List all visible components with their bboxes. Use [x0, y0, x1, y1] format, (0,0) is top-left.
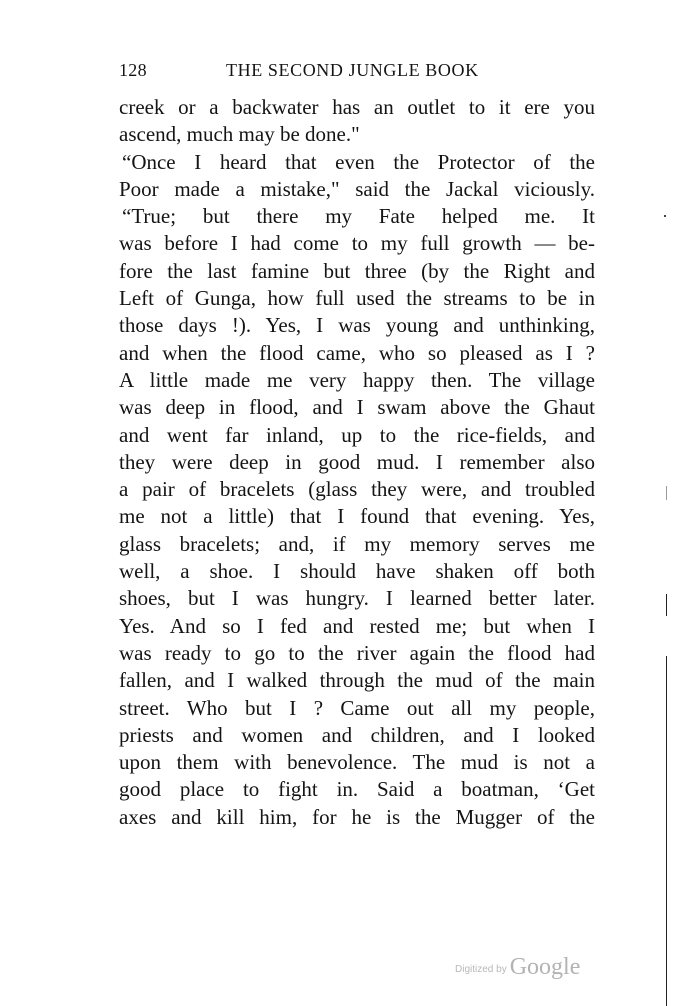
text-line: ascend, much may be done."	[119, 122, 360, 147]
text-line: A little made me very happy then. The village	[119, 367, 595, 392]
text-line: glass bracelets; and, if my memory serves me	[119, 531, 595, 556]
page-header	[119, 60, 595, 84]
body-text	[119, 94, 595, 831]
text-line: Left of Gunga, how full used the streams to be in	[119, 286, 595, 311]
text-line: was before I had come to my full growth — be-	[119, 231, 595, 256]
text-line: Yes. And so I fed and rested me; but when I	[119, 613, 595, 638]
text-line: axes and kill him, for he is the Mugger of the	[119, 804, 595, 829]
text-line: Poor made a mistake," said the Jackal viciously.	[119, 176, 595, 201]
text-line: me not a little) that I found that evening. Yes,	[119, 504, 595, 529]
text-line: and went far inland, up to the rice-fields, and	[119, 422, 595, 447]
text-line: they were deep in good mud. I remember also	[119, 449, 595, 474]
text-line: “Once I heard that even the Protector of the	[122, 149, 595, 174]
digitized-watermark	[455, 954, 595, 984]
scan-artifact-line	[666, 656, 667, 1006]
text-line: upon them with benevolence. The mud is not a	[119, 750, 595, 775]
text-line: street. Who but I ? Came out all my people,	[119, 695, 595, 720]
text-line: was ready to go to the river again the flood had	[119, 640, 595, 665]
text-line: priests and women and children, and I looked	[119, 722, 595, 747]
watermark-prefix: Digitized by	[455, 964, 507, 975]
text-line: was deep in flood, and I swam above the Ghaut	[119, 395, 595, 420]
text-line: fallen, and I walked through the mud of the main	[119, 668, 595, 693]
text-line: shoes, but I was hungry. I learned better later.	[119, 586, 595, 611]
scan-artifact-line	[666, 594, 667, 616]
text-line: those days !). Yes, I was young and unthinking,	[119, 313, 595, 338]
page-number: 128	[119, 60, 147, 80]
text-line: a pair of bracelets (glass they were, and troubled	[119, 477, 595, 502]
scan-artifact-dot	[664, 215, 666, 217]
running-title: THE SECOND JUNGLE BOOK	[226, 60, 479, 80]
text-line: and when the flood came, who so pleased as I ?	[119, 340, 595, 365]
text-line: creek or a backwater has an outlet to it ere you	[119, 95, 595, 119]
text-line: “True; but there my Fate helped me. It	[122, 204, 595, 229]
text-line: fore the last famine but three (by the Right and	[119, 258, 595, 283]
google-logo: Google	[509, 954, 581, 980]
text-line: good place to fight in. Said a boatman, ‘Get	[119, 777, 595, 802]
scan-artifact-line	[666, 486, 667, 500]
text-line: well, a shoe. I should have shaken off both	[119, 559, 595, 584]
